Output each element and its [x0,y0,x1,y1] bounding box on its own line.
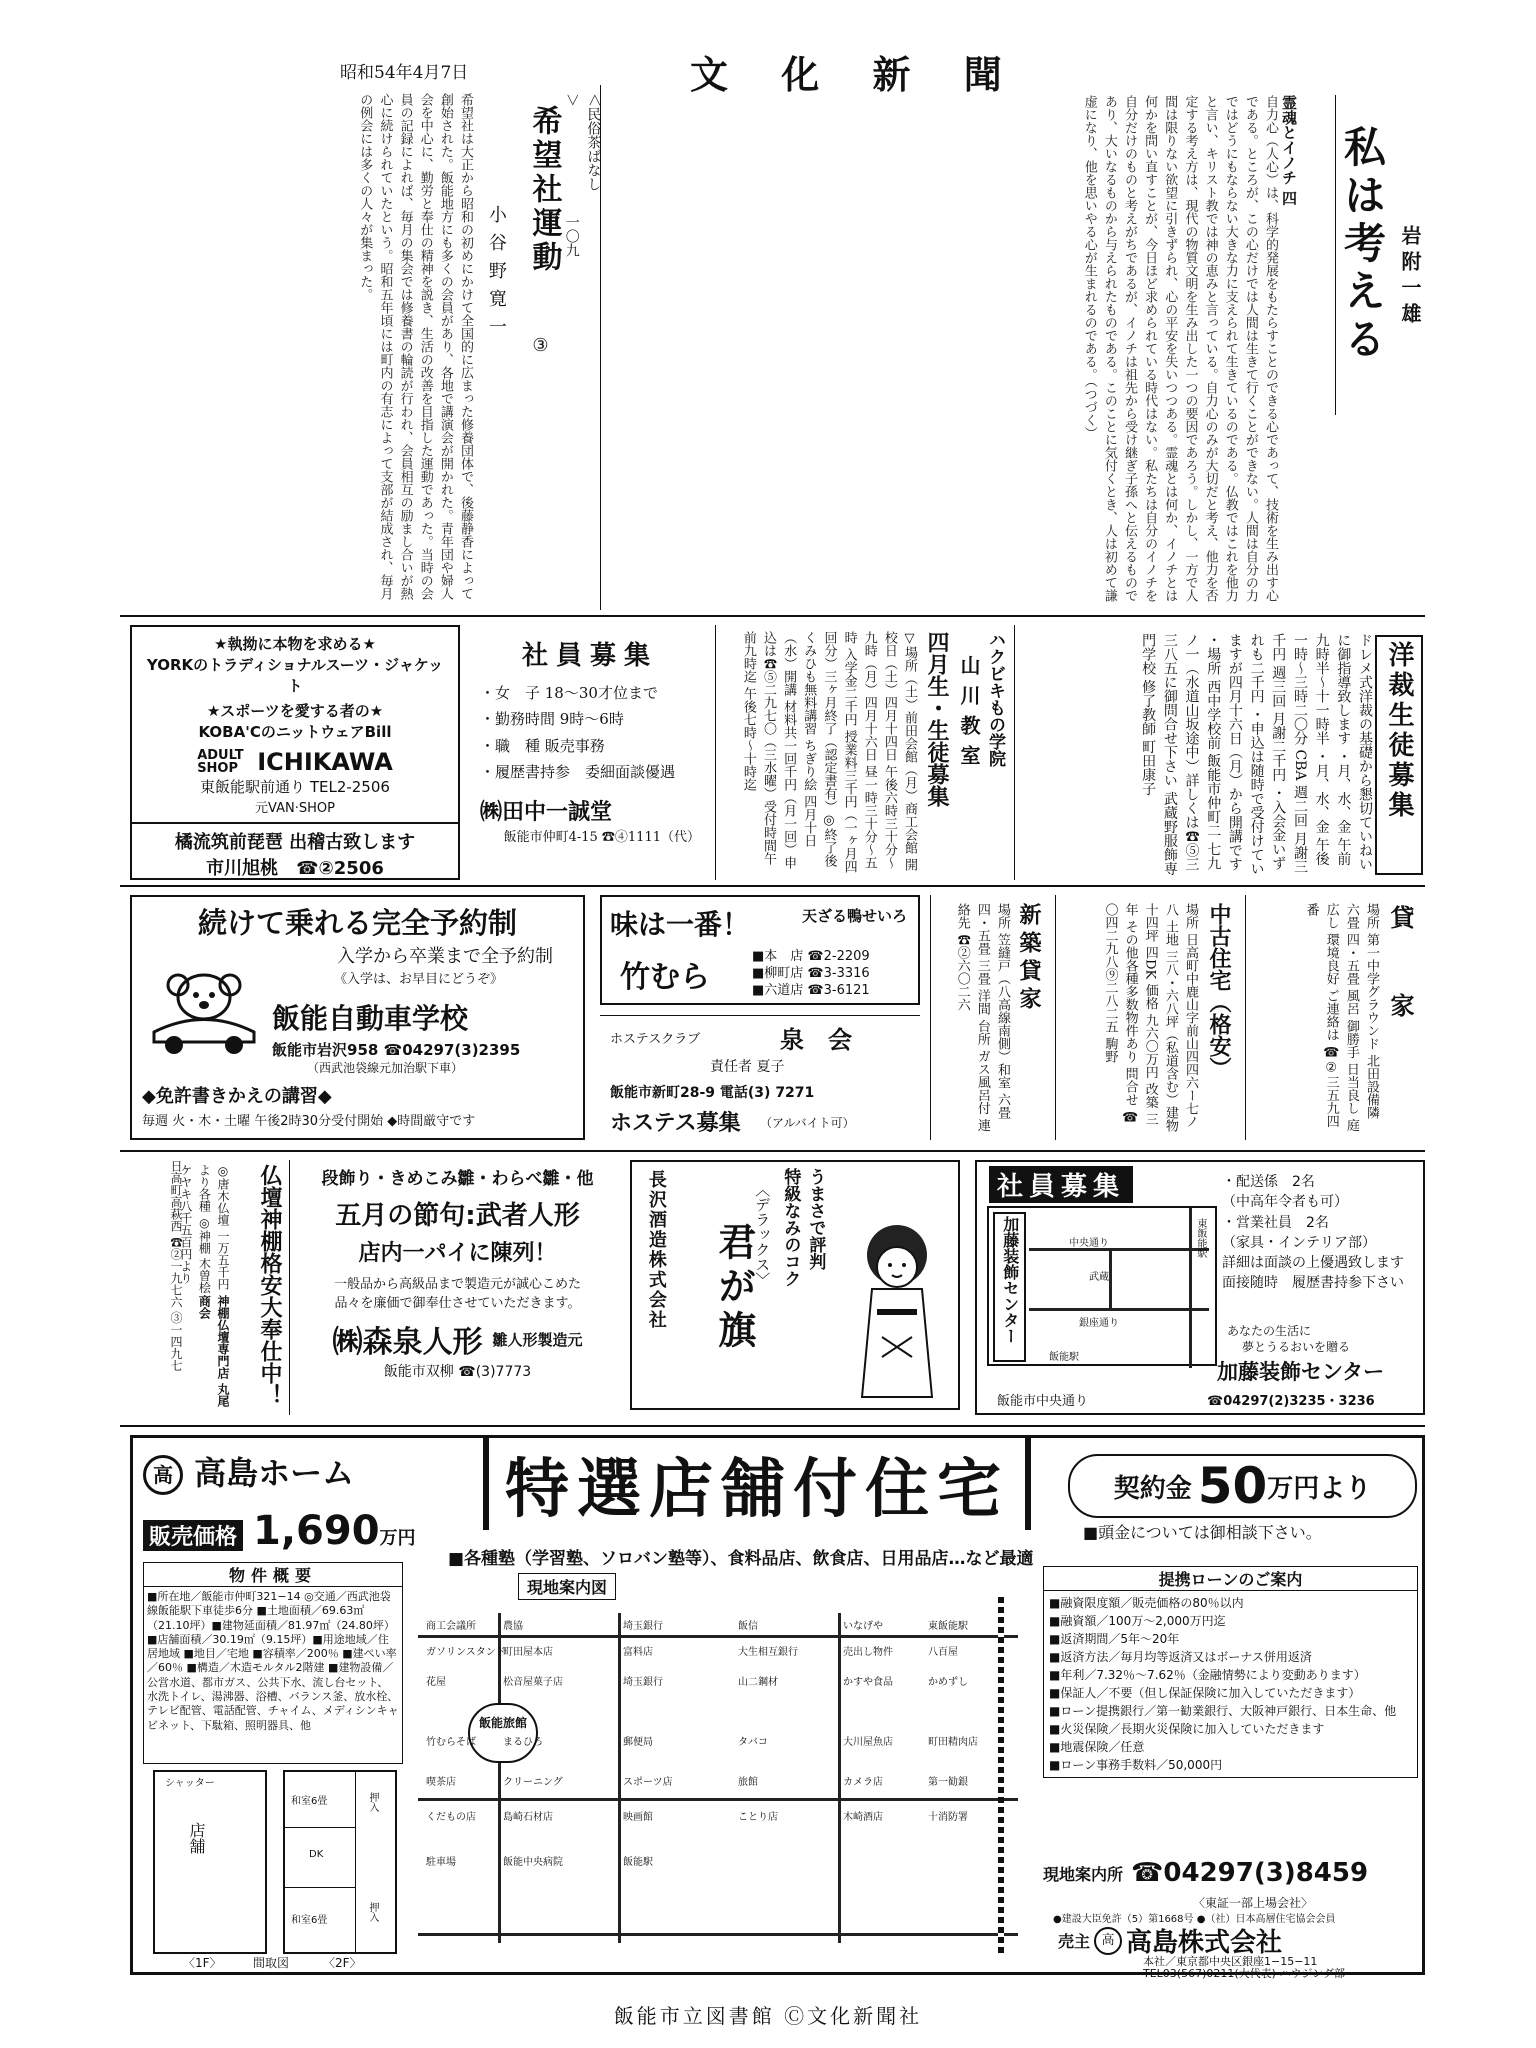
shinchiku-title: 新築貸家 [1016,903,1042,1015]
genchi-row [1043,1858,1368,1888]
takashima-headline: 特選店舗付住宅 [483,1438,1031,1530]
yousai-title: 洋裁生徒募集 [1375,635,1423,875]
kibou-body: 希望社は大正から昭和の初めにかけて全国的に広まった修養団体で、後藤静香によって創始された。飯能地方にも多くの会員があり、各地で講演会が開かれた。青年団や婦人会を中心に、勤労と奉仕の精神を説き、生活の改善を目指した運動であった。当時の会員の記録によれば、毎月の集会では修養書の輪読が行われ、会員相互の励まし合いが熱心に続けられていたという。昭和五年頃には町内の有志によって支部が結成され、毎月の例会には多くの人々が集まった。 [357,93,473,600]
genchi-map [408,1573,1028,1968]
gaiyo-body: ■所在地／飯能市仲町321−14 ◎交通／西武池袋線飯能駅下車徒歩6分 ■土地面積／69.63㎡（21.10坪）■建物延面積／81.97㎡（24.80坪）■店舗面積／30.19㎡（9.15坪）■用途地域／住居地域 ■地目／宅地 ■容積率／200％ ■建ぺい率／60％ ■構造／木造モルタル2階建 ■建物設備／公営水道、都市ガス、公共下水、流し台セット、水洗トイレ、湯沸器、浴槽、バランス釜、放水栓、テレビ配管、電話配管、チャイム、メディシンキャビネット、下駄箱、照明器具、他 [143,1587,403,1764]
kato-row: 詳細は面談の上優遇致します [1222,1255,1404,1272]
footer-credit: 飯能市立図書館 Ⓒ文化新聞社 [613,2004,923,2028]
loan-row: ■地震保険／任意 [1049,1740,1145,1754]
paper-title: 文 化 新 聞 [690,52,1022,97]
plan-room-2 [285,1827,356,1888]
map-label: ガソリンスタンド [426,1647,506,1658]
map-label: 飯信 [738,1621,758,1632]
biwa-text: 橘流筑前琵琶 出稽古致します [174,832,416,853]
koala-car-icon [144,967,264,1057]
morizumi-sub: 店内一パイに陳列！ [358,1241,557,1266]
tanaka-rows [480,680,700,785]
map-label: 島崎石材店 [503,1812,553,1823]
map-road-v1 [498,1613,501,1943]
butsudan-shop: 神棚仏壇専門店 丸尾商会 [197,1295,230,1408]
yousai-body: ドレメ式洋裁の基礎から懇切ていねいに御指導致します ・月、水、金 午前九時半〜十一時半 ・月、水、金 午後一時〜三時二〇分 CBA 週二回 月謝三千円 週三回 月謝二千円 ・入会金いずれも二千円 ・申込は随時で受付けていますが四月十六日（月）から開講です ・場所 西中学校前 飯能市仲町二 七九ノ一（水道山坂途中）詳しくは☎⑤三三八五に御問合せ下さい 武蔵野服飾専門学校 修了教師 町田康子 [1140,633,1373,876]
map-label: 町田屋本店 [503,1647,553,1658]
jidosha-addr2: （西武池袋線元加治駅下車） [307,1061,464,1075]
kimigayo-maker: 長沢酒造株式会社 [645,1170,667,1330]
map-label: 東飯能駅 [928,1621,968,1632]
loan-row: ■ローン事務手数料／50,000円 [1049,1758,1223,1772]
map-label: 売出し物件 [843,1647,893,1658]
map-road-bottom [418,1933,1018,1936]
map-label: 竹むらそば [426,1737,476,1748]
plan-label-store: 店舗 [187,1822,206,1854]
morizumi-line1: 段飾り・きめこみ雛・わらべ雛・他 [321,1169,594,1189]
kato-map-label-2: 中央通り [1069,1238,1109,1249]
kato-map-label-5: 飯能駅 [1049,1352,1079,1363]
ad-takashima [130,1435,1425,1980]
kato-slogan1: あなたの生活に [1227,1324,1312,1338]
ad-takemura [600,895,920,1005]
hakubiki-main: 四月生・生徒募集 [924,631,950,807]
kato-slogan2: 夢とうるおいを贈る [1242,1340,1351,1354]
takemura-title: 味は一番！ [610,908,751,941]
map-label: 花屋 [426,1677,446,1688]
map-label: 喫茶店 [426,1777,456,1788]
hakubiki-body: ▽場所（土）前田会館（月）商工会館 開校日（土）四月十四日 午後六時三十分〜九時（月）四月十六日 昼一時三十分〜五時 入学金二千円 授業料三千円（一ヶ月四回分）三ヶ月終了（認定書有）◎終了後くみひも無料講習 ちぎり絵 四月十日（水）開講 材料共一回千円（月一回）申込は☎⑤二九七〇（三水曜）受付時間午前九時迄 午後七時〜十時迄 [740,631,917,874]
tanaka-addr: 飯能市仲町4-15 ☎④1111（代） [503,830,700,845]
kato-addr: 飯能市中央通り [997,1394,1089,1409]
takashima-price: 1,690 [253,1508,380,1554]
takashima-listing: 〈東証一部上場会社〉 [1193,1896,1314,1910]
takemura-shop: ■本 店 ☎2-2209 [752,949,870,964]
takemura-name: 竹むら [620,960,710,995]
jidosha-sub: 入学から卒業まで全予約制 [337,946,553,967]
kato-tag: 加藤装飾センター [993,1212,1026,1362]
ichikawa-sub: 元VAN·SHOP [255,801,335,816]
ad-izumikai [600,1015,920,1140]
ad-ichikawa [130,625,460,880]
map-label: 木崎酒店 [843,1812,883,1823]
ichikawa-brand-row [142,748,448,776]
loan-row: ■融資額／100万〜2,000万円迄 [1049,1614,1226,1628]
ichikawa-line2: YORKのトラディショナルスーツ・ジャケット [146,656,444,695]
takemura-shops [752,949,870,1000]
kato-rows [1222,1172,1422,1294]
map-label: 大生相互銀行 [738,1647,798,1658]
loan-row: ■融資限度額／販売価格の80％以内 [1049,1596,1244,1610]
koala-car-illustration [144,967,264,1057]
loan-box [1043,1566,1418,1778]
map-label: 大川屋魚店 [843,1737,893,1748]
seller-label: 売主 [1058,1932,1091,1951]
jidosha-addr: 飯能市岩沢958 ☎04297(3)2395 [272,1041,521,1059]
ichikawa-line4: KOBA'CのニットウェアBill [198,723,392,741]
chuko-title: 中古住宅（格安） [1206,903,1232,1079]
biwa-box [132,822,458,880]
jidosha-schedule: 毎週 火・木・土曜 午後2時30分受付開始 ◆時間厳守です [142,1114,476,1129]
loan-row: ■ローン提携銀行／第一勧業銀行、大阪神戸銀行、日本生命、他 [1049,1704,1397,1718]
map-label: クリーニング [503,1777,563,1788]
morizumi-note2: 品々を廉価で御奉仕させていただきます。 [334,1296,581,1311]
kimigayo-line1: うまさで評判 [805,1168,826,1270]
rule-4 [120,1425,1425,1427]
map-label: 農協 [503,1621,523,1632]
plan-label-room1: 和室6畳 [291,1796,328,1807]
watashi-body: 自力心（人心）は、科学的発展をもたらすことのできる心であって、技術を生み出す心である。ところが、この心だけでは人間は生きて行くことができない。人間は自分の力ではどうにもならない大きな力に支えられて生きているのである。仏教ではこれを他力と言い、キリスト教では神の恵みと言っている。自力心のみが大切だと考え、他力を否定する考え方は、現代の物質文明を生み出した一つの要因であろう。しかし、一方で人間は限りない欲望に引きずられ、心の平安を失いつつある。霊魂とは何か、イノチとは何かを問い直すことが、今日ほど求められている時代はない。私たちは自分のイノチを自分だけのものと考えがちであるが、イノチは祖先から受け継ぎ子孫へと伝えるものであり、大いなるものから与えられたものである。このことに気付くとき、人は初めて謙虚になり、他を思いやる心が生まれるのである。（つづく） [1081,95,1278,602]
ad-chuko [1055,895,1240,1140]
plan-label-1f: 〈1F〉 [183,1956,222,1970]
plan-room-1 [285,1772,356,1828]
ad-tanaka [470,625,710,880]
watashi-author: 岩附一雄 [1398,225,1422,329]
map-label: 十消防署 [928,1812,968,1823]
rule-3 [120,1150,1425,1152]
izumikai-note: （アルバイト可） [760,1116,855,1130]
map-label: 商工会議所 [426,1621,476,1632]
woman-illustration [837,1217,957,1407]
kato-map [987,1206,1217,1366]
jidosha-school: 飯能自動車学校 [272,1002,469,1035]
seller-tel: TEL03(567)0211(大代表) ハウジング部 [1143,1967,1345,1980]
kashiya-title: 貸 家 [1386,905,1415,1037]
map-label: かすや食品 [843,1677,893,1688]
map-label: 埼玉銀行 [623,1677,663,1688]
kato-row: （中高年令者も可） [1222,1194,1348,1211]
kato-name: 加藤装飾センター [1217,1360,1385,1384]
takashima-keiyaku-unit: 万円より [1267,1473,1372,1504]
loan-row: ■返済期間／5年〜20年 [1049,1632,1180,1646]
biwa-contact [132,854,458,880]
takashima-keiyaku-amount: 50 [1197,1457,1268,1515]
watashi-heading: 私は考える [1338,125,1387,365]
butsudan-addr: 日高町高萩西 ☎②一九七六 ③一四九七 [169,1160,183,1372]
morizumi-name: ㈱森泉人形 [332,1325,483,1360]
izumikai-name: 泉 会 [780,1026,852,1054]
kato-row: ・配送係 2名 [1222,1174,1315,1190]
kibou-title: 希望社運動 [526,105,562,275]
plan-1f [153,1770,267,1954]
kimigayo-deluxe: 〈デラックス〉 [753,1182,772,1287]
kato-tel: ☎04297(2)3235・3236 [1207,1394,1375,1409]
ad-butsudan [178,1160,290,1415]
kibou-part: ③ [529,335,551,356]
map-title: 現地案内図 [518,1573,616,1600]
kato-map-label-4: 銀座通り [1079,1318,1119,1329]
ad-jidosha [130,895,585,1140]
morizumi-maker-row [295,1317,620,1361]
hakubiki-title: ハクビキもの学院 [985,631,1005,767]
ad-kimigayo [630,1160,960,1410]
map-label: カメラ店 [843,1777,883,1788]
map-label: 郵便局 [623,1737,653,1748]
takashima-atama: ■頭金については御相談下さい。 [1083,1523,1322,1542]
plan-label-oshiire1: 押入 [367,1792,378,1812]
map-road-v2 [618,1613,621,1943]
woman-figure-icon [837,1217,957,1407]
ad-shinchiku [930,895,1050,1140]
plan-label-dk: DK [309,1849,324,1860]
ad-yousai [1020,625,1425,880]
takashima-keiyaku-box [1068,1454,1417,1518]
ichikawa-brand: ICHIKAWA [257,748,393,776]
loan-row: ■返済方法／毎月均等返済又はボーナス併用返済 [1049,1650,1312,1664]
loan-title: 提携ローンのご案内 [1043,1566,1418,1591]
ichikawa-line1: ★執拗に本物を求める★ [214,635,376,653]
gaiyo-box [143,1562,403,1970]
floor-plan [143,1770,403,1970]
map-property-label: 飯能旅館 [478,1716,527,1730]
takemura-shop: ■柳町店 ☎3-3316 [752,965,870,981]
seller-addr: 本社／東京都中央区銀座1−15−11 [1143,1955,1318,1968]
map-label: 旅館 [738,1777,758,1788]
jidosha-title: 続けて乗れる完全予約制 [197,906,517,940]
map-label: いなげや [843,1621,883,1632]
map-label: 富料店 [623,1647,653,1658]
kimigayo-name: 君が旗 [711,1222,757,1354]
biwa-name: 市川旭桃 [206,858,279,879]
kato-road-1 [1029,1248,1209,1251]
izumikai-club: ホステスクラブ [610,1032,701,1047]
tanaka-title: 社員募集 [521,641,658,671]
plan-2f [283,1770,397,1954]
kato-road-3 [1189,1208,1192,1368]
watashi-title [1335,95,1425,415]
map-road-v3 [838,1613,841,1943]
masthead [130,40,1430,97]
map-label: ことり店 [738,1812,778,1823]
map-road-mid [418,1798,1018,1801]
takashima-price-unit: 万円 [379,1528,416,1549]
takashima-logo-icon: 高 [143,1455,183,1495]
kimigayo-line2: 特級なみのコク [780,1168,801,1287]
map-label: 松音屋菓子店 [503,1677,563,1688]
map-label: 八百屋 [928,1647,958,1658]
genchi-tel: ☎04297(3)8459 [1131,1858,1369,1888]
butsudan-title: 仏壇神棚格安大奉仕中！ [257,1164,283,1406]
jidosha-menkyo: ◆免許書きかえの講習◆ [142,1086,332,1107]
loan-row: ■年利／7.32％〜7.62％（金融情勢により変動あります） [1049,1668,1366,1682]
takashima-price-label: 販売価格 [143,1520,243,1551]
morizumi-addr: 飯能市双柳 ☎(3)7773 [383,1364,532,1380]
map-label: 埼玉銀行 [623,1621,663,1632]
tanaka-company: ㈱田中一誠堂 [480,799,613,825]
ad-hakubiki [715,625,1015,880]
kashiya-body: 場所 第一中学グラウンド 北田設備隣 六畳 四・五畳 風呂 御勝手 日当良し 庭広し 環境良好 ご連絡は ☎②三五九四番 [1303,903,1379,1132]
izumikai-addr: 飯能市新町28-9 電話(3) 7271 [610,1085,815,1101]
map-label: 駐車場 [426,1857,456,1868]
map-label: 第一勧銀 [928,1777,968,1788]
izumikai-bosyu: ホステス募集 [610,1111,741,1136]
chuko-body: 場所 日高町中鹿山字前山四四六ー七ノ八 土地 三八・六八坪（私道含む）建物 十四坪 四DK 価格 九六〇万円 改築 三年 その他各種多数物件あり 問合せ ☎〇四二九八⑨二八二五 駒野 [1102,903,1198,1133]
loan-row: ■保証人／不要（但し保証保険に加入していただきます） [1049,1686,1361,1700]
butsudan-body: ◎唐木仏壇 一万五千円より各種 ◎神棚 木曽桧 ケヤキ八千五百円より [178,1164,230,1294]
shinchiku-body: 場所 笠縫戸（八高線南側）和室 六畳 四・五畳 三畳 洋間 台所 ガス風呂付 連絡先 ☎②六〇二六 [954,903,1010,1132]
takashima-brand-text: 高島ホーム [194,1454,355,1492]
map-rail [998,1593,1004,1953]
takashima-uses: ■各種塾（学習塾、ソロバン塾等）、食料品店、飲食店、日用品店…など最適 [448,1549,1034,1569]
map-label: 山二鋼材 [738,1677,778,1688]
map-label: 飯能中央病院 [503,1857,563,1868]
plan-room-3 [285,1887,356,1952]
loan-rows [1043,1591,1418,1778]
hakubiki-school: 山川教室 [957,655,981,775]
map-label: 町田精肉店 [928,1737,978,1748]
map-label: スポーツ店 [623,1777,673,1788]
plan-label-shutter: シャッター [165,1778,215,1789]
ad-morizumi [295,1160,620,1415]
kato-row: 面接随時 履歴書持参下さい [1222,1275,1404,1292]
ichikawa-brand-small: ADULT SHOP [197,748,244,776]
kato-road-4 [1109,1248,1112,1308]
seller-logo-icon: 高 [1094,1927,1122,1955]
kibou-number: 一〇九 [563,215,580,257]
izumikai-manager: 責任者 夏子 [710,1059,785,1075]
kibou-author: 小谷野寛一 [485,205,507,345]
plan-label-2f: 〈2F〉 [323,1956,362,1970]
kato-map-label-3: 武蔵 [1089,1272,1109,1283]
kato-row: （家具・インテリア部） [1222,1234,1376,1251]
rule-2 [120,885,1425,887]
watashi-subtitle: 霊魂とイノチ 四 [1280,95,1298,206]
map-label: 飯能駅 [623,1857,653,1868]
morizumi-maker: 雛人形製造元 [492,1330,583,1349]
takashima-brand [143,1448,354,1495]
map-label: 映画館 [623,1812,653,1823]
ichikawa-addr: 東飯能駅前通り TEL2-2506 [200,778,390,796]
gaiyo-title: 物件概要 [143,1562,403,1587]
ad-kashiya [1245,895,1425,1140]
morizumi-note1: 一般品から高級品まで製造元が誠心こめた [333,1277,581,1292]
map-label: かめずし [928,1677,968,1688]
plan-label-madori: 間取図 [253,1956,290,1970]
issue-date: 昭和54年4月7日 [340,63,469,83]
takemura-shop: ■六道店 ☎3-6121 [752,982,870,998]
seller-name: 高島株式会社 [1126,1928,1283,1958]
genchi-label: 現地案内所 [1043,1864,1124,1884]
morizumi-title: 五月の節句:武者人形 [335,1201,580,1231]
kato-title: 社員募集 [989,1166,1133,1203]
kibou-series: ＜民俗茶ばなし＞ [563,93,602,191]
takemura-sub: 天ざる鴨せいろ [802,907,908,925]
takashima-price-row [143,1508,416,1554]
tanaka-row: ・女 子 18〜30才位まで [480,684,658,702]
rule-1 [120,615,1425,617]
jidosha-note: 《入学は、お早目にどうぞ》 [333,972,503,987]
takashima-keiyaku: 契約金 [1113,1473,1192,1504]
article-area [120,85,1425,615]
map-label: くだもの店 [426,1812,476,1823]
biwa-tel: ☎②2506 [296,858,384,879]
kato-road-2 [1029,1308,1209,1311]
plan-label-oshiire2: 押入 [367,1902,378,1922]
ad-kato [975,1160,1425,1415]
plan-label-room2: 和室6畳 [291,1915,328,1926]
ichikawa-line3: ★スポーツを愛する者の★ [206,702,384,720]
map-label: タバコ [738,1737,768,1748]
tanaka-row: ・履歴書持参 委細面談優遇 [480,762,676,781]
tanaka-row: ・職 種 販売事務 [480,736,605,755]
kato-row: ・営業社員 2名 [1222,1214,1329,1231]
map-label: まるひろ [503,1737,543,1748]
tanaka-row: ・勤務時間 9時〜6時 [480,710,624,729]
takashima-license: ●建設大臣免許（5）第1668号 ●（社）日本高層住宅協会会員 [1053,1914,1336,1925]
map-road-top [418,1635,1018,1638]
loan-row: ■火災保険／長期火災保険に加入していただきます [1049,1722,1325,1736]
kato-map-label-1: 東飯能駅 [1195,1218,1206,1258]
